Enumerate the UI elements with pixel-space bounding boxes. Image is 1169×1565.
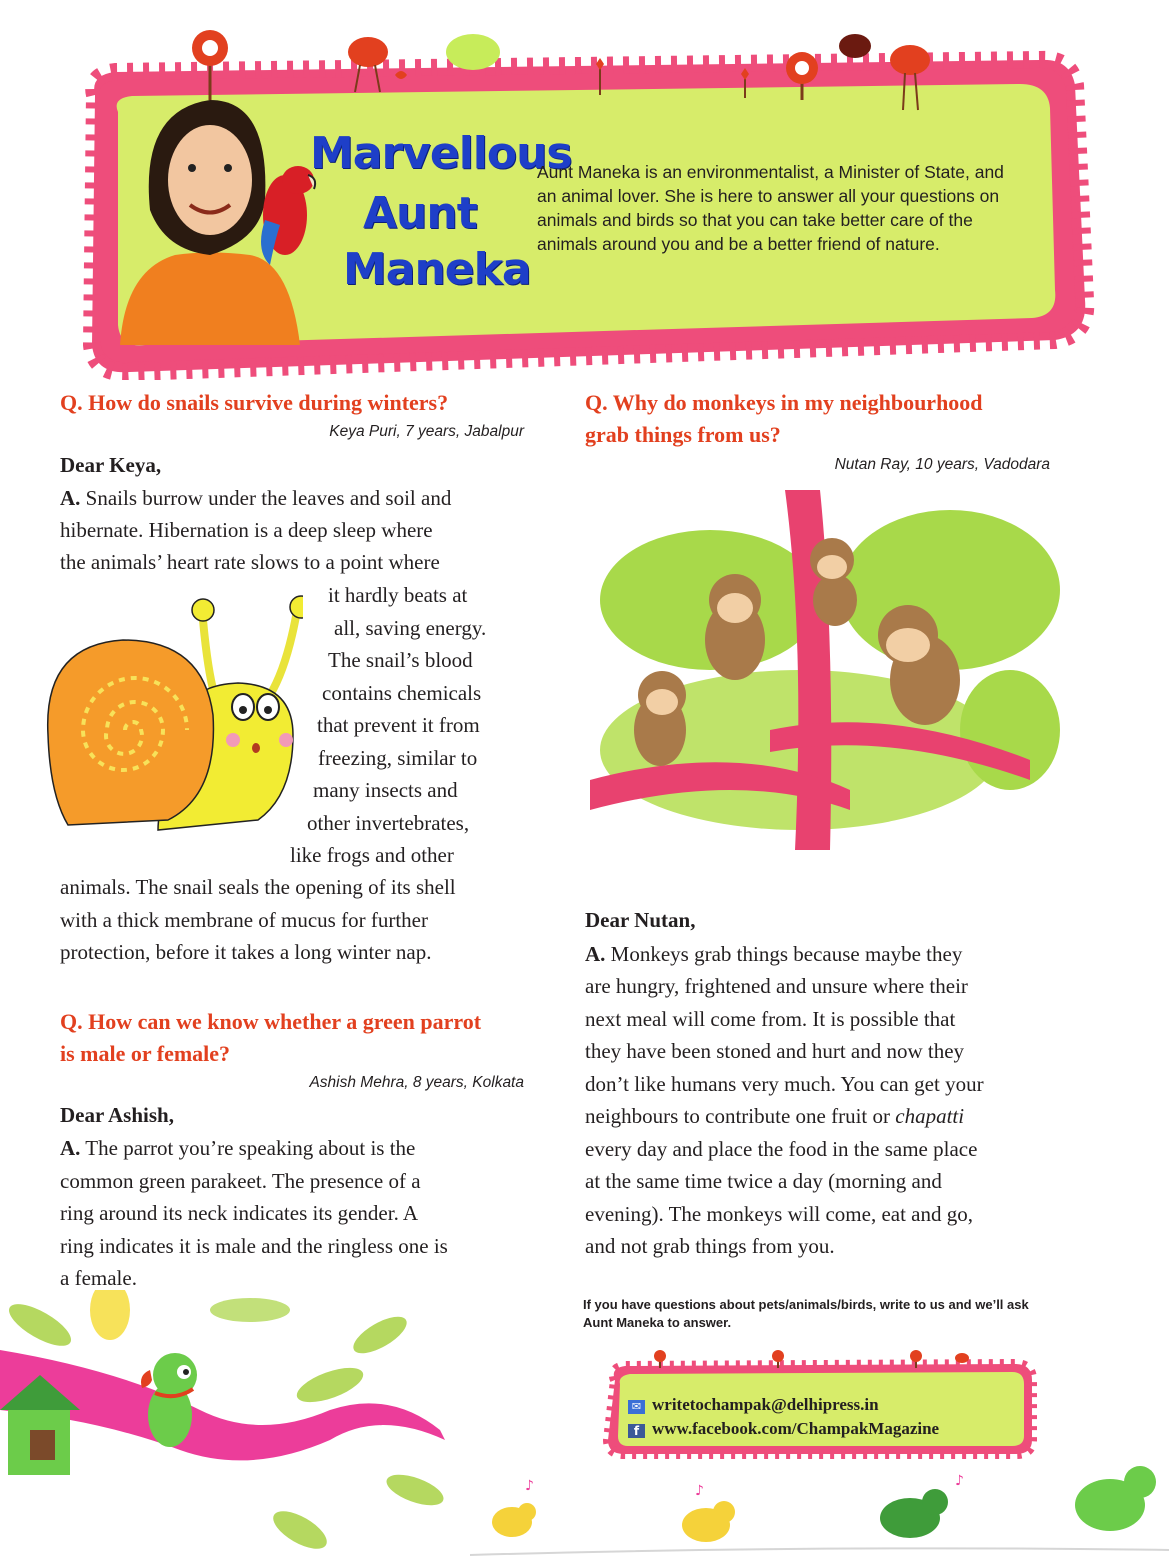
answer-1-line: it hardly beats at	[328, 583, 468, 607]
byline-1: Keya Puri, 7 years, Jabalpur	[329, 423, 524, 440]
answer-3-line: are hungry, frightened and unsure where their	[585, 974, 968, 998]
answer-1-line: like frogs and other	[290, 843, 454, 867]
question-2-line-2: is male or female?	[60, 1041, 231, 1066]
monkey-icon	[705, 574, 765, 680]
question-1: Q. How do snails survive during winters?	[60, 390, 449, 415]
footnote: If you have questions about pets/animals/birds, write to us and we’ll ask Aunt Maneka to answer.	[583, 1297, 1029, 1330]
answer-1-line: contains chemicals	[322, 681, 482, 705]
answer-2-line: ring indicates it is male and the ringless one is	[60, 1234, 448, 1258]
answer-1-line: that prevent it from	[317, 713, 480, 737]
birds-illustration	[470, 1460, 1169, 1565]
answer-1-line: with a thick membrane of mucus for further	[60, 908, 428, 932]
bird-icon	[682, 1501, 735, 1542]
facebook-link[interactable]: www.facebook.com/ChampakMagazine	[652, 1419, 940, 1438]
email-link[interactable]: writetochampak@delhipress.in	[652, 1395, 879, 1414]
answer-1-line: freezing, similar to	[318, 746, 478, 770]
question-3-line-2: grab things from us?	[585, 422, 781, 447]
answer-1-line: animals. The snail seals the opening of its shell	[60, 875, 456, 899]
answer-2-line: ring around its neck indicates its gender. A	[60, 1201, 419, 1225]
title-line-3: Maneka	[343, 244, 531, 295]
intro-paragraph: Aunt Maneka is an environmentalist, a Minister of State, and an animal lover. She is here to answer all your questions on animals and birds so that you can take better care of the animals around you and be a better friend of nature.	[537, 162, 1004, 254]
answer-3-line: A. Monkeys grab things because maybe they	[585, 942, 963, 966]
answer-2-line: common green parakeet. The presence of a	[60, 1169, 421, 1193]
answer-1-line: The snail’s blood	[328, 648, 473, 672]
italic-word: chapatti	[895, 1104, 965, 1128]
question-3-line-1: Q. Why do monkeys in my neighbourhood	[585, 390, 983, 415]
answer-lead: A.	[60, 1136, 81, 1160]
facebook-icon: f	[628, 1424, 645, 1438]
monkeys-illustration	[590, 490, 1060, 850]
answer-3-line: next meal will come from. It is possible that	[585, 1007, 956, 1031]
title-line-2: Aunt	[363, 188, 477, 239]
answer-1-line: all, saving energy.	[334, 616, 487, 640]
answer-2-line: A. The parrot you’re speaking about is the	[60, 1136, 416, 1160]
salutation-3: Dear Nutan,	[585, 908, 696, 932]
question-2-line-1: Q. How can we know whether a green parrot	[60, 1009, 482, 1034]
answer-1-line: hibernate. Hibernation is a deep sleep where	[60, 518, 433, 542]
bird-icon	[955, 1353, 969, 1363]
dark-blob-icon	[839, 34, 871, 58]
branch-illustration	[0, 1290, 460, 1565]
answer-1-line: many insects and	[313, 778, 458, 802]
answer-3-line: at the same time twice a day (morning and	[585, 1169, 942, 1193]
answer-3-line: every day and place the food in the same place	[585, 1137, 978, 1161]
answer-3-line: evening). The monkeys will come, eat and go,	[585, 1202, 974, 1226]
answer-3-line: and not grab things from you.	[585, 1234, 835, 1258]
music-note-icon: ♪	[695, 1483, 704, 1499]
bird-icon	[492, 1503, 536, 1537]
answer-1-line: protection, before it takes a long winter nap.	[60, 940, 432, 964]
answer-1-line: the animals’ heart rate slows to a point where	[60, 550, 440, 574]
answer-3-line: they have been stoned and hurt and now they	[585, 1039, 965, 1063]
music-note-icon: ♪	[955, 1473, 964, 1489]
title-line-1: Marvellous	[310, 128, 572, 179]
answer-lead: A.	[585, 942, 606, 966]
envelope-icon: ✉	[628, 1400, 645, 1414]
byline-2: Ashish Mehra, 8 years, Kolkata	[309, 1074, 524, 1091]
flower-icon	[654, 1350, 666, 1368]
answer-1-line: A. Snails burrow under the leaves and soil and	[60, 486, 452, 510]
answer-3-line: don’t like humans very much. You can get your	[585, 1072, 984, 1096]
bird-icon	[1075, 1466, 1156, 1531]
byline-3: Nutan Ray, 10 years, Vadodara	[834, 456, 1050, 473]
snail-illustration	[38, 595, 303, 835]
music-note-icon: ♪	[525, 1478, 534, 1494]
answer-2-line: a female.	[60, 1266, 137, 1290]
answer-lead: A.	[60, 486, 81, 510]
answer-1-line: other invertebrates,	[307, 811, 470, 835]
salutation-2: Dear Ashish,	[60, 1103, 174, 1127]
monkey-icon	[634, 671, 686, 766]
salutation-1: Dear Keya,	[60, 453, 162, 477]
answer-3-line: neighbours to contribute one fruit or chapatti	[585, 1104, 965, 1128]
bird-icon	[880, 1489, 948, 1538]
green-blob-icon	[446, 34, 500, 70]
